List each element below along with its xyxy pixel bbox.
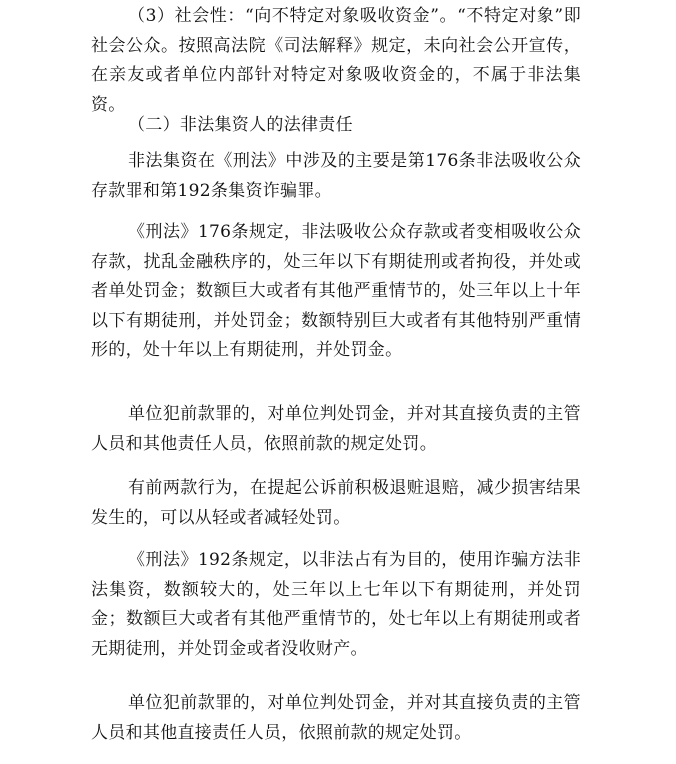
paragraph-sociality: （3）社会性：“向不特定对象吸收资金”。“不特定对象”即社会公众。按照高法院《司法解释》规定，未向社会公开宣传，在亲友或者单位内部针对特定对象吸收资金的，不属于非法集资。 <box>91 6 581 115</box>
paragraph-article-176: 《刑法》176条规定，非法吸收公众存款或者变相吸收公众存款，扰乱金融秩序的，处三年以下有期徒刑或者拘役，并处或者单处罚金；数额巨大或者有其他严重情节的，处三年以上十年以下有期徒刑，并处罚金；数额特别巨大或者有其他特别严重情形的，处十年以上有期徒刑，并处罚金。 <box>91 222 581 360</box>
paragraph-criminal-law-overview: 非法集资在《刑法》中涉及的主要是第176条非法吸收公众存款罪和第192条集资诈骗罪。 <box>91 151 581 201</box>
paragraph-article-192: 《刑法》192条规定，以非法占有为目的，使用诈骗方法非法集资，数额较大的，处三年以上七年以下有期徒刑，并处罚金；数额巨大或者有其他严重情节的，处七年以上有期徒刑或者无期徒刑，并处罚金或者没收财产。 <box>91 550 581 659</box>
paragraph-unit-crime-176: 单位犯前款罪的，对单位判处罚金，并对其直接负责的主管人员和其他责任人员，依照前款的规定处罚。 <box>91 404 581 454</box>
section-heading-legal-liability: （二）非法集资人的法律责任 <box>128 115 353 135</box>
paragraph-leniency: 有前两款行为，在提起公诉前积极退赃退赔，减少损害结果发生的，可以从轻或者减轻处罚。 <box>91 478 581 528</box>
paragraph-unit-crime-192: 单位犯前款罪的，对单位判处罚金，并对其直接负责的主管人员和其他直接责任人员，依照前款的规定处罚。 <box>91 693 581 743</box>
